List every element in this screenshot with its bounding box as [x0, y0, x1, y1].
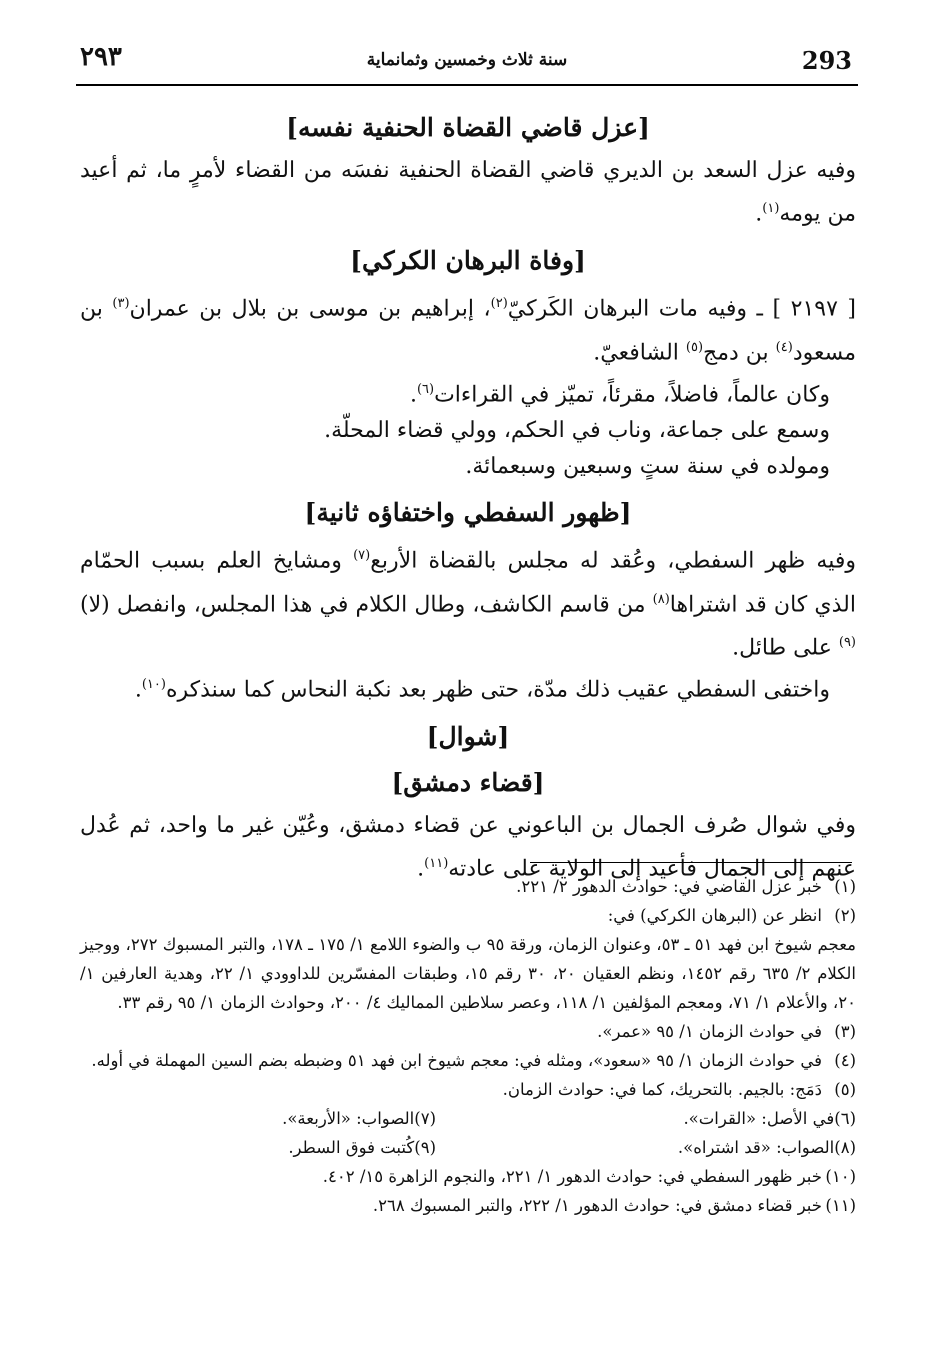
footnote	[80, 1191, 856, 1220]
footnote-number: (٨)	[834, 1138, 856, 1157]
footnote-text: خبر عزل القاضي في: حوادث الدهور ٢/ ٢٢١.	[516, 877, 822, 896]
paragraph: وفي شوال صُرف الجمال بن الباعوني عن قضاء دمشق، وعُيّن غير ما واحد، ثم عُدل عنهم إلى الجمال فأعيد إلى الولاية على عادته$^{(١١)}$.	[80, 812, 856, 881]
paragraph-text: الشافعيّ.	[593, 339, 686, 365]
section-heading: [شوال]	[426, 721, 510, 751]
footnote-ref: (٣)	[112, 296, 130, 312]
footnote-ref: (٩)	[838, 634, 856, 650]
footnote-number: (١)	[834, 877, 856, 896]
footnote-number: (١٠)	[825, 1167, 856, 1186]
footnote-text: دَمَج: بالجيم. بالتحريك، كما في: حوادث الزمان.	[502, 1080, 822, 1099]
footnote-ref: (٧)	[353, 548, 371, 564]
page-header	[76, 42, 858, 86]
footnote	[436, 1133, 856, 1162]
footnote	[80, 872, 856, 901]
footnote-ref: (٥)	[685, 339, 704, 355]
footnote-number: (٥)	[834, 1080, 856, 1099]
paragraph-text: على طائل.	[732, 635, 839, 661]
paragraph-text: ومشايخ العلم بسبب الحمّام الذي كان قد اشتراها	[80, 548, 856, 617]
section-heading: [ظهور السفطي واختفاؤه ثانية]	[304, 498, 632, 528]
footnotes	[80, 872, 856, 1220]
footnote	[236, 1133, 436, 1162]
footnote-ref: (٤)	[775, 339, 793, 355]
footnote-divider	[530, 862, 852, 863]
section-heading: [وفاة البرهان الكركي]	[350, 246, 586, 276]
footnote-number: (٤)	[834, 1051, 856, 1070]
paragraph-text: واختفى السفطي عقيب ذلك مدّة، حتى ظهر بعد نكبة النحاس كما سنذكره	[165, 677, 830, 703]
paragraph: وكان عالماً، فاضلاً، مقرئاً، تميّز في القراءات$^{(٦)}$.	[409, 381, 830, 408]
footnote-pair	[80, 1133, 856, 1162]
footnote	[436, 1104, 856, 1133]
footnote-ref: (٦)	[416, 381, 435, 397]
footnote-text: خبر قضاء دمشق في: حوادث الدهور ١/ ٢٢٢، والتبر المسبوك ٢٦٨.	[372, 1196, 822, 1215]
main-text	[80, 100, 856, 888]
page-number-latin: 293	[801, 46, 852, 75]
footnote	[80, 901, 856, 930]
section-heading: [عزل قاضي القضاة الحنفية نفسه]	[286, 113, 650, 142]
page-number-arabic: ٢٩٣	[80, 42, 122, 72]
footnote-number: (٧)	[414, 1109, 436, 1128]
footnote	[80, 1162, 856, 1191]
footnote-number: (٦)	[834, 1109, 856, 1128]
footnote-number: (٩)	[414, 1138, 436, 1157]
footnote-text: في الأصل: «القرات».	[683, 1109, 835, 1128]
footnote-text: انظر عن (البرهان الكركي) في:	[607, 906, 822, 925]
footnote-text: في حوادث الزمان ١/ ٩٥ «سعود»، ومثله في: معجم شيوخ ابن فهد ٥١ وضبطه بضم السين المهملة في أوله.	[91, 1051, 822, 1070]
footnote-text: كُتبت فوق السطر.	[288, 1138, 415, 1157]
section-heading: [قضاء دمشق]	[391, 767, 545, 797]
footnote-pair	[80, 1104, 856, 1133]
paragraph: واختفى السفطي عقيب ذلك مدّة، حتى ظهر بعد نكبة النحاس كما سنذكره$^{(١٠)}$.	[134, 677, 830, 703]
footnote-ref: (١٠)	[141, 677, 166, 693]
paragraph-text: [ ٢١٩٧ ] ـ وفيه مات البرهان الكَركيّ	[507, 296, 856, 322]
paragraph: ومولده في سنة ستٍ وسبعين وسبعمائة.	[465, 454, 830, 480]
footnote-ref: (٢)	[490, 296, 508, 312]
paragraph-text: وفيه عزل السعد بن الديري قاضي القضاة الحنفية نفسَه من القضاء لأمرٍ ما، ثم أعيد من يومه	[80, 158, 856, 227]
footnote	[80, 1075, 856, 1104]
footnote-text: الصواب: «الأربعة».	[282, 1109, 415, 1128]
paragraph	[80, 537, 856, 667]
paragraph-text: بن مسعود	[80, 296, 856, 365]
paragraph	[80, 285, 856, 372]
paragraph-text: وفي شوال صُرف الجمال بن الباعوني عن قضاء دمشق، وعُيّن غير ما واحد، ثم عُدل عنهم إلى الجمال فأعيد إلى الولاية على عادته	[80, 812, 856, 881]
footnote	[80, 1046, 856, 1075]
paragraph-text: وفيه ظهر السفطي، وعُقد له مجلس بالقضاة الأربع	[370, 548, 856, 574]
footnote-ref: (١)	[762, 201, 780, 216]
footnote-number: (١١)	[825, 1196, 856, 1215]
paragraph-text: من قاسم الكاشف، وطال الكلام في هذا المجلس، وانفصل (لا)	[80, 591, 653, 617]
footnote-number: (٣)	[834, 1022, 856, 1041]
footnote-ref: (١١)	[424, 855, 449, 871]
footnote	[80, 1017, 856, 1046]
paragraph-text: بن دمج	[703, 339, 776, 365]
paragraph: وسمع على جماعة، وناب في الحكم، وولي قضاء المحلّة.	[324, 418, 830, 444]
paragraph-text: ، إبراهيم بن موسى بن بلال بن عمران	[129, 296, 491, 322]
paragraph-text: وكان عالماً، فاضلاً، مقرئاً، تميّز في القراءات	[434, 382, 830, 408]
footnote-continuation: معجم شيوخ ابن فهد ٥١ ـ ٥٣، وعنوان الزمان، ورقة ٩٥ ب والضوء اللامع ١/ ١٧٥ ـ ١٧٨، والتبر المسبوك ٢٧٢، ووجيز الكلام ٢/ ٦٣٥ رقم ١٤٥٢، ونظم العقيان ٢٠، ٣٠ رقم ١٥، وطبقات المفسّرين للداوودي ١/ ٢٢، وهدية العارفين ١/ ٢٠، والأعلام ١/ ٧١، ومعجم المؤلفين ١/ ١١٨، وعصر سلاطين المماليك ٤/ ٢٠٠، وحوادث الزمان ١/ ٩٥ رقم ٣٣.	[80, 935, 857, 1012]
footnote-text: الصواب: «قد اشتراه».	[677, 1138, 835, 1157]
paragraph: وفيه عزل السعد بن الديري قاضي القضاة الحنفية نفسَه من القضاء لأمرٍ ما، ثم أعيد من يومه$^{(١)}$.	[80, 158, 856, 227]
footnote	[236, 1104, 436, 1133]
footnote-ref: (٨)	[652, 591, 670, 607]
running-title: سنة ثلاث وخمسين وثمانماية	[366, 50, 568, 70]
footnote-text: في حوادث الزمان ١/ ٩٥ «عمر».	[597, 1022, 822, 1041]
footnote-text: خبر ظهور السفطي في: حوادث الدهور ١/ ٢٢١، والنجوم الزاهرة ١٥/ ٤٠٢.	[322, 1167, 822, 1186]
footnote-number: (٢)	[834, 906, 856, 925]
